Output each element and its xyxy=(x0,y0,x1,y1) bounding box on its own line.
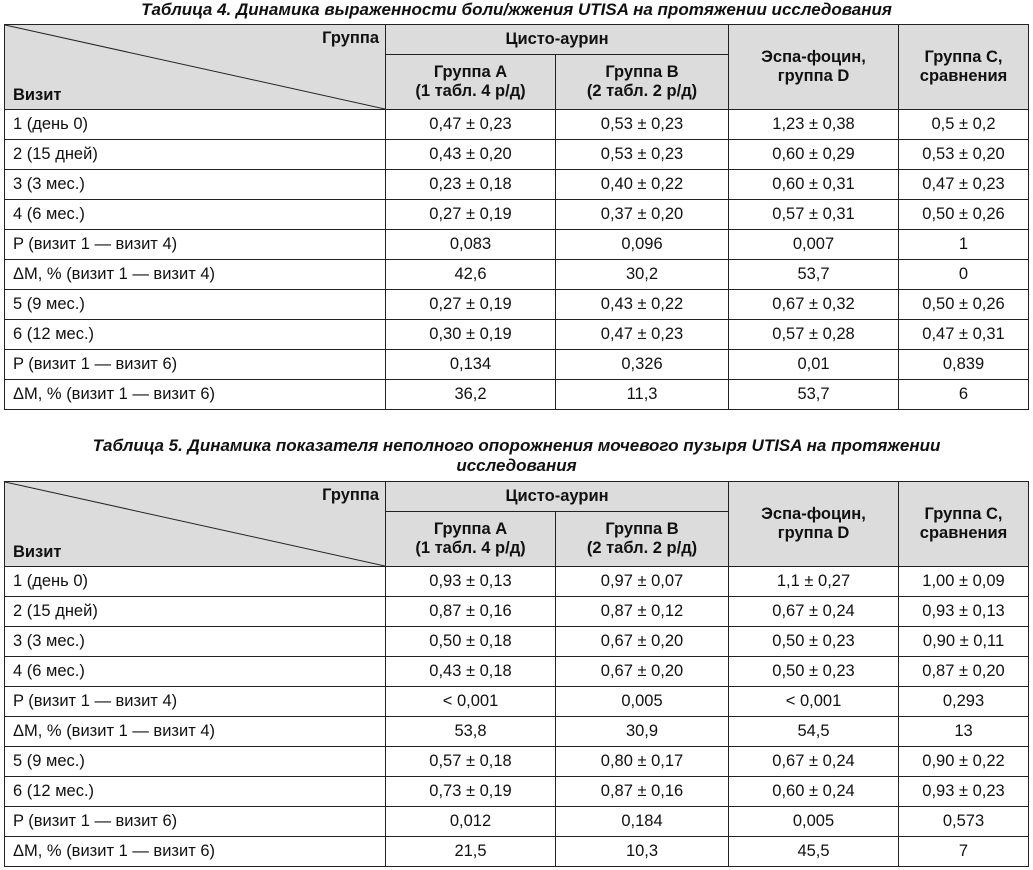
group-a-cell: 0,083 xyxy=(386,230,556,260)
group-c-cell: 0,90 ± 0,11 xyxy=(899,627,1029,657)
table-4-caption xyxy=(0,0,1033,20)
group-c-cell: 1 xyxy=(899,230,1029,260)
group-d-cell: 45,5 xyxy=(729,837,899,867)
table-row xyxy=(5,350,1029,380)
visit-cell: P (визит 1 — визит 4) xyxy=(5,687,386,717)
visit-cell: 4 (6 мес.) xyxy=(5,657,386,687)
group-a-header-line2: (1 табл. 4 р/д) xyxy=(415,539,526,557)
group-b-cell: 0,80 ± 0,17 xyxy=(556,747,729,777)
espa-header-line2: группа D xyxy=(777,67,850,85)
table-row xyxy=(5,657,1029,687)
group-d-cell: 0,67 ± 0,24 xyxy=(729,597,899,627)
group-a-cell: 36,2 xyxy=(386,380,556,410)
group-c-cell: 0 xyxy=(899,260,1029,290)
group-c-cell: 0,50 ± 0,26 xyxy=(899,290,1029,320)
group-c-cell: 0,47 ± 0,23 xyxy=(899,170,1029,200)
group-d-cell: 0,007 xyxy=(729,230,899,260)
group-a-cell: 42,6 xyxy=(386,260,556,290)
group-a-cell: 0,30 ± 0,19 xyxy=(386,320,556,350)
table-row xyxy=(5,110,1029,140)
group-c-header-line1: Группа С, xyxy=(924,48,1003,66)
group-d-cell: 0,67 ± 0,24 xyxy=(729,747,899,777)
group-b-header xyxy=(556,512,729,567)
group-b-cell: 0,37 ± 0,20 xyxy=(556,200,729,230)
table-row xyxy=(5,320,1029,350)
group-d-cell: 0,005 xyxy=(729,807,899,837)
visit-cell: P (визит 1 — визит 6) xyxy=(5,807,386,837)
visit-cell: ΔM, % (визит 1 — визит 4) xyxy=(5,717,386,747)
group-d-cell: 53,7 xyxy=(729,260,899,290)
group-c-cell: 0,5 ± 0,2 xyxy=(899,110,1029,140)
group-c-cell: 6 xyxy=(899,380,1029,410)
group-a-cell: 0,27 ± 0,19 xyxy=(386,200,556,230)
group-a-cell: 0,43 ± 0,20 xyxy=(386,140,556,170)
visit-cell: P (визит 1 — визит 4) xyxy=(5,230,386,260)
espa-header-line2: группа D xyxy=(777,524,850,542)
group-c-cell: 0,50 ± 0,26 xyxy=(899,200,1029,230)
table-row xyxy=(5,170,1029,200)
group-b-header xyxy=(556,55,729,110)
visit-cell: 5 (9 мес.) xyxy=(5,747,386,777)
group-a-header xyxy=(386,512,556,567)
table-row xyxy=(5,380,1029,410)
group-d-cell: 0,60 ± 0,24 xyxy=(729,777,899,807)
group-b-cell: 0,096 xyxy=(556,230,729,260)
group-d-cell: 0,01 xyxy=(729,350,899,380)
group-b-cell: 0,97 ± 0,07 xyxy=(556,567,729,597)
visit-header-label: Визит xyxy=(13,86,62,104)
group-b-cell: 0,40 ± 0,22 xyxy=(556,170,729,200)
group-b-header-line2: (2 табл. 2 р/д) xyxy=(586,82,698,100)
group-a-cell: 21,5 xyxy=(386,837,556,867)
visit-cell: 6 (12 мес.) xyxy=(5,320,386,350)
group-d-cell: < 0,001 xyxy=(729,687,899,717)
table-row xyxy=(5,777,1029,807)
group-b-cell: 30,2 xyxy=(556,260,729,290)
group-a-cell: 0,50 ± 0,18 xyxy=(386,627,556,657)
corner-header-cell xyxy=(5,25,386,110)
table-row xyxy=(5,200,1029,230)
espa-header-line1: Эспа-фоцин, xyxy=(761,48,866,66)
group-b-cell: 0,53 ± 0,23 xyxy=(556,140,729,170)
group-b-cell: 0,184 xyxy=(556,807,729,837)
group-c-header-line1: Группа С, xyxy=(924,505,1003,523)
caption-line: Таблица 5. Динамика показателя неполного опорожнения мочевого пузыря UTISA на протяжении xyxy=(92,436,941,455)
group-a-cell: < 0,001 xyxy=(386,687,556,717)
group-d-cell: 0,67 ± 0,32 xyxy=(729,290,899,320)
group-d-cell: 1,23 ± 0,38 xyxy=(729,110,899,140)
group-c-header-line2: сравнения xyxy=(919,67,1008,85)
group-a-cell: 0,27 ± 0,19 xyxy=(386,290,556,320)
group-c-cell: 0,93 ± 0,13 xyxy=(899,597,1029,627)
table-row xyxy=(5,837,1029,867)
visit-cell: 3 (3 мес.) xyxy=(5,170,386,200)
group-b-cell: 0,326 xyxy=(556,350,729,380)
visit-cell: 3 (3 мес.) xyxy=(5,627,386,657)
group-c-cell: 0,47 ± 0,31 xyxy=(899,320,1029,350)
table-row xyxy=(5,230,1029,260)
group-c-cell: 0,87 ± 0,20 xyxy=(899,657,1029,687)
group-b-cell: 0,67 ± 0,20 xyxy=(556,627,729,657)
group-d-cell: 53,7 xyxy=(729,380,899,410)
group-c-cell: 1,00 ± 0,09 xyxy=(899,567,1029,597)
group-a-cell: 0,93 ± 0,13 xyxy=(386,567,556,597)
group-a-cell: 0,73 ± 0,19 xyxy=(386,777,556,807)
group-header-label: Группа xyxy=(322,29,379,47)
group-b-cell: 0,67 ± 0,20 xyxy=(556,657,729,687)
group-a-cell: 0,43 ± 0,18 xyxy=(386,657,556,687)
group-c-cell: 0,293 xyxy=(899,687,1029,717)
group-a-header-line1: Группа А xyxy=(433,63,508,81)
table-row xyxy=(5,627,1029,657)
caption-line: Таблица 4. Динамика выраженности боли/жжения UTISA на протяжении исследования xyxy=(141,0,892,19)
group-c-header xyxy=(899,25,1029,110)
table-row xyxy=(5,597,1029,627)
group-b-cell: 0,87 ± 0,12 xyxy=(556,597,729,627)
group-a-header-line2: (1 табл. 4 р/д) xyxy=(415,82,526,100)
visit-header-label: Визит xyxy=(13,543,62,561)
caption-line: исследования xyxy=(456,456,577,475)
group-c-header-line2: сравнения xyxy=(919,524,1008,542)
table-row xyxy=(5,717,1029,747)
group-c-header xyxy=(899,482,1029,567)
group-c-cell: 0,93 ± 0,23 xyxy=(899,777,1029,807)
group-b-cell: 0,43 ± 0,22 xyxy=(556,290,729,320)
visit-cell: 1 (день 0) xyxy=(5,110,386,140)
espa-header-line1: Эспа-фоцин, xyxy=(761,505,866,523)
visit-cell: 5 (9 мес.) xyxy=(5,290,386,320)
group-header-label: Группа xyxy=(322,486,379,504)
table-row xyxy=(5,260,1029,290)
table-row xyxy=(5,687,1029,717)
group-a-cell: 0,134 xyxy=(386,350,556,380)
group-a-cell: 0,012 xyxy=(386,807,556,837)
visit-cell: ΔM, % (визит 1 — визит 4) xyxy=(5,260,386,290)
group-b-cell: 0,53 ± 0,23 xyxy=(556,110,729,140)
table-row xyxy=(5,747,1029,777)
group-b-header-line1: Группа В xyxy=(605,63,679,81)
group-b-header-line1: Группа В xyxy=(605,520,679,538)
table-row xyxy=(5,290,1029,320)
group-c-cell: 13 xyxy=(899,717,1029,747)
table-5 xyxy=(4,481,1029,867)
group-a-cell: 0,87 ± 0,16 xyxy=(386,597,556,627)
visit-cell: 4 (6 мес.) xyxy=(5,200,386,230)
espa-header xyxy=(729,25,899,110)
group-b-cell: 0,005 xyxy=(556,687,729,717)
table-4 xyxy=(4,24,1029,410)
visit-cell: 1 (день 0) xyxy=(5,567,386,597)
group-b-cell: 0,87 ± 0,16 xyxy=(556,777,729,807)
group-d-cell: 0,60 ± 0,31 xyxy=(729,170,899,200)
group-b-header-line2: (2 табл. 2 р/д) xyxy=(586,539,698,557)
group-b-cell: 0,47 ± 0,23 xyxy=(556,320,729,350)
group-c-cell: 7 xyxy=(899,837,1029,867)
group-b-cell: 11,3 xyxy=(556,380,729,410)
espa-header xyxy=(729,482,899,567)
group-c-cell: 0,573 xyxy=(899,807,1029,837)
group-d-cell: 1,1 ± 0,27 xyxy=(729,567,899,597)
table-row xyxy=(5,807,1029,837)
visit-cell: ΔM, % (визит 1 — визит 6) xyxy=(5,837,386,867)
visit-cell: P (визит 1 — визит 6) xyxy=(5,350,386,380)
group-d-cell: 0,50 ± 0,23 xyxy=(729,627,899,657)
group-b-cell: 30,9 xyxy=(556,717,729,747)
group-a-cell: 0,47 ± 0,23 xyxy=(386,110,556,140)
table-row xyxy=(5,567,1029,597)
group-a-header xyxy=(386,55,556,110)
table-5-caption xyxy=(0,436,1033,476)
visit-cell: 2 (15 дней) xyxy=(5,140,386,170)
visit-cell: 2 (15 дней) xyxy=(5,597,386,627)
group-c-cell: 0,839 xyxy=(899,350,1029,380)
group-b-cell: 10,3 xyxy=(556,837,729,867)
group-d-cell: 0,57 ± 0,31 xyxy=(729,200,899,230)
group-d-cell: 0,60 ± 0,29 xyxy=(729,140,899,170)
cysto-aurin-header: Цисто-аурин xyxy=(386,25,729,55)
group-d-cell: 0,57 ± 0,28 xyxy=(729,320,899,350)
cysto-aurin-header: Цисто-аурин xyxy=(386,482,729,512)
group-a-cell: 53,8 xyxy=(386,717,556,747)
corner-header-cell xyxy=(5,482,386,567)
group-d-cell: 0,50 ± 0,23 xyxy=(729,657,899,687)
group-c-cell: 0,90 ± 0,22 xyxy=(899,747,1029,777)
group-c-cell: 0,53 ± 0,20 xyxy=(899,140,1029,170)
visit-cell: ΔM, % (визит 1 — визит 6) xyxy=(5,380,386,410)
visit-cell: 6 (12 мес.) xyxy=(5,777,386,807)
group-a-header-line1: Группа А xyxy=(433,520,508,538)
table-row xyxy=(5,140,1029,170)
group-a-cell: 0,23 ± 0,18 xyxy=(386,170,556,200)
group-d-cell: 54,5 xyxy=(729,717,899,747)
group-a-cell: 0,57 ± 0,18 xyxy=(386,747,556,777)
